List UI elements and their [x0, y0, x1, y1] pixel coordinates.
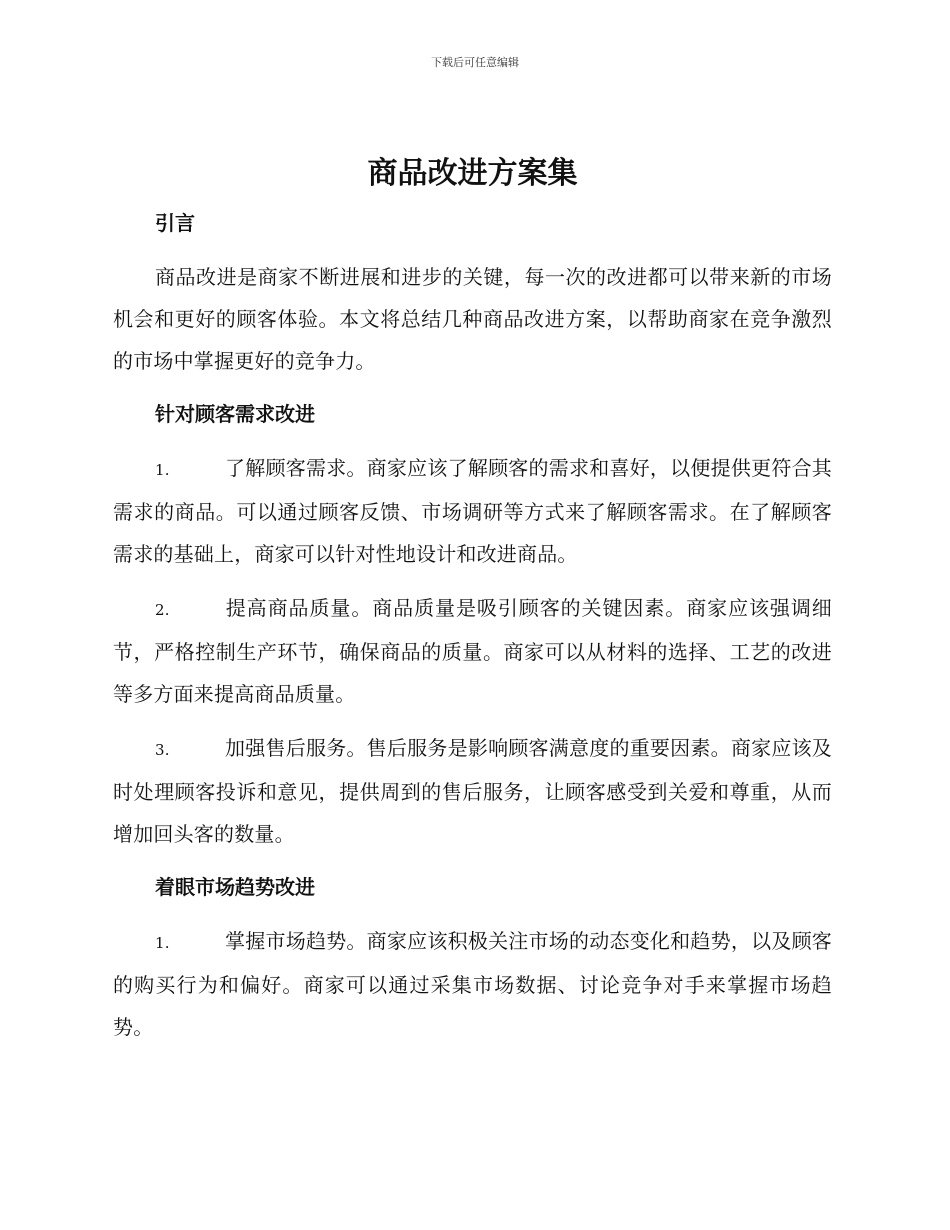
list-item — [113, 447, 832, 575]
list-item — [113, 920, 832, 1048]
list-item-number: 2. — [155, 601, 170, 619]
list-item-text: 掌握市场趋势。商家应该积极关注市场的动态变化和趋势，以及顾客的购买行为和偏好。商家可以通过采集市场数据、讨论竞争对手来掌握市场趋势。 — [113, 929, 832, 1039]
list-item-number: 1. — [155, 461, 170, 479]
section1-heading: 针对顾客需求改进 — [155, 402, 315, 426]
list-item-text: 加强售后服务。售后服务是影响顾客满意度的重要因素。商家应该及时处理顾客投诉和意见，提供周到的售后服务，让顾客感受到关爱和尊重，从而增加回头客的数量。 — [113, 736, 832, 846]
list-item-number: 1. — [155, 934, 170, 952]
list-item-number: 3. — [155, 741, 170, 759]
page-header-note: 下载后可任意编辑 — [431, 56, 519, 69]
section2-heading: 着眼市场趋势改进 — [155, 875, 315, 899]
intro-paragraph: 商品改进是商家不断进展和进步的关键，每一次的改进都可以带来新的市场机会和更好的顾客体验。本文将总结几种商品改进方案，以帮助商家在竞争激烈的市场中掌握更好的竞争力。 — [113, 265, 832, 373]
list-item-text: 提高商品质量。商品质量是吸引顾客的关键因素。商家应该强调细节，严格控制生产环节，确保商品的质量。商家可以从材料的选择、工艺的改进等多方面来提高商品质量。 — [113, 596, 832, 706]
list-item — [113, 727, 832, 855]
document-title: 商品改进方案集 — [367, 156, 578, 191]
list-item — [113, 587, 832, 715]
list-item-text: 了解顾客需求。商家应该了解顾客的需求和喜好，以便提供更符合其需求的商品。可以通过顾客反馈、市场调研等方式来了解顾客需求。在了解顾客需求的基础上，商家可以针对性地设计和改进商品。 — [113, 456, 832, 566]
intro-heading: 引言 — [155, 211, 195, 235]
document-body — [113, 150, 832, 1048]
